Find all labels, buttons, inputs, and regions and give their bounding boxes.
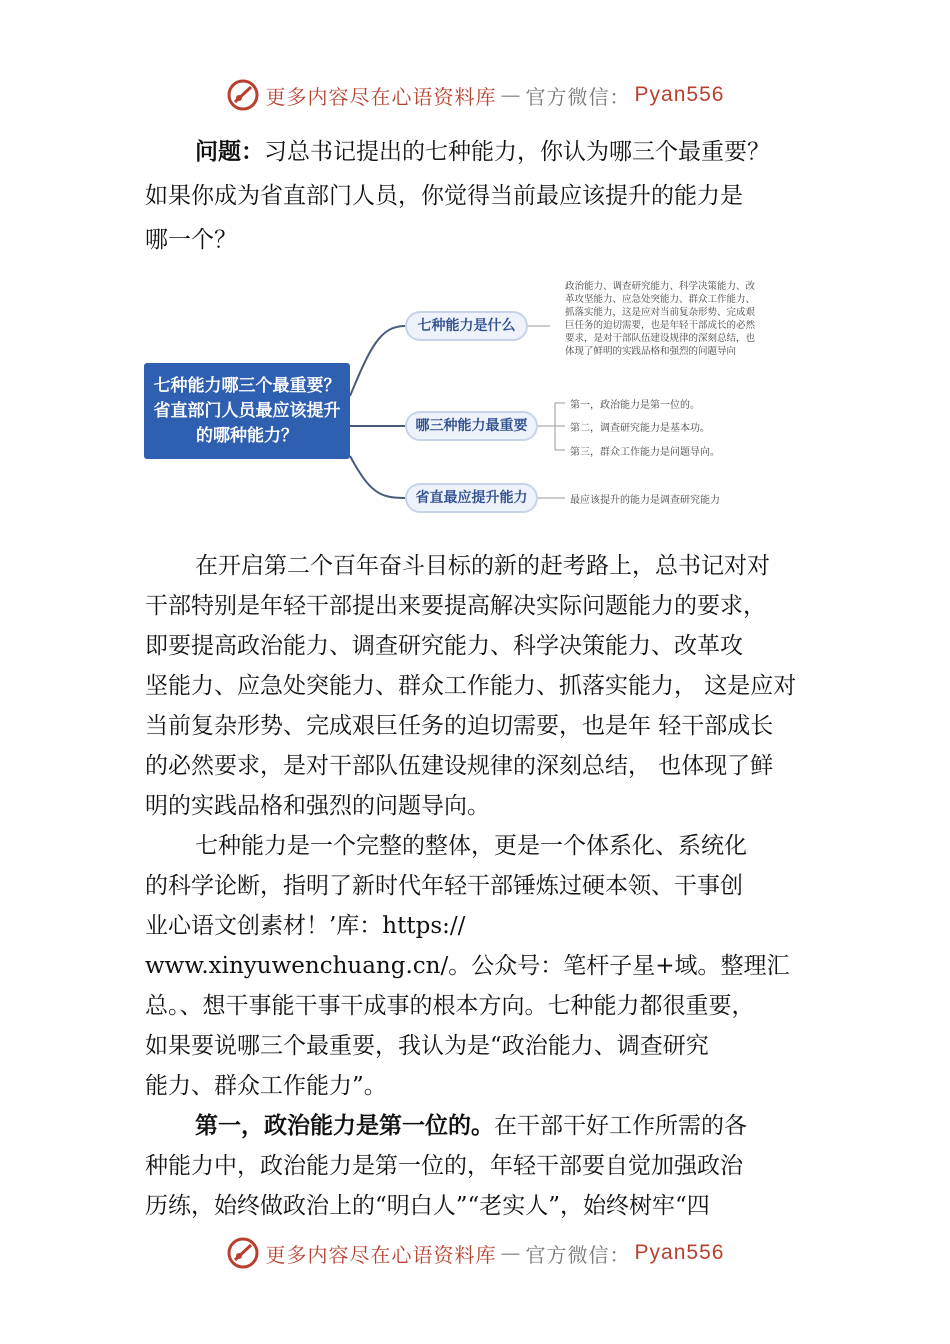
branch3-note: 最应该提升的能力是调查研究能力 bbox=[570, 495, 720, 506]
p2-line-7: 能力、群众工作能力”。 bbox=[145, 1073, 387, 1099]
mind-map-root: 七种能力哪三个最重要？省直部门人员最应该提升的哪种能力？ bbox=[144, 363, 350, 459]
question-line-1: 问题：习总书记提出的七种能力，你认为哪三个最重要？ bbox=[195, 139, 770, 165]
p1-line-5: 当前复杂形势、完成艰巨任务的迫切需要，也是年 轻干部成长 bbox=[145, 713, 774, 739]
banner-wechat-id: Pyan556 bbox=[634, 83, 725, 106]
branch-seven-abilities: 七种能力是什么 bbox=[405, 311, 528, 341]
p1-line-7: 明的实践品格和强烈的问题导向。 bbox=[145, 793, 490, 819]
branch2-item-3: 第三，群众工作能力是问题导向。 bbox=[570, 447, 720, 458]
logo-icon bbox=[226, 78, 260, 112]
p2-line-2: 的科学论断，指明了新时代年轻干部锤炼过硬本领、干事创 bbox=[145, 873, 743, 899]
banner-wechat-id: Pyan556 bbox=[634, 1241, 725, 1264]
p2-line-1: 七种能力是一个完整的整体，更是一个体系化、系统化 bbox=[195, 833, 747, 859]
banner-text: 更多内容尽在心语资料库 bbox=[265, 84, 497, 109]
p2-line-3: 业心语文创素材！’库：https:// bbox=[145, 913, 466, 939]
p2-line-6: 如果要说哪三个最重要，我认为是“政治能力、调查研究 bbox=[145, 1033, 709, 1059]
p1-line-4: 坚能力、应急处突能力、群众工作能力、抓落实能力， 这是应对 bbox=[145, 673, 797, 699]
branch1-note: 政治能力、调查研究能力、科学决策能力、改 革攻坚能力、应急处突能力、群众工作能力、 抓落实能力，这是应对当前复杂形势、完成艰 巨任务的迫切需要，也是年轻干部成长的必然 要求，是对干部队伍建设规律的深刻总结，也 体现了鲜明的实践品格和强烈的问题导向 bbox=[565, 281, 756, 357]
p2-line-5: 总。、想干事能干事干成事的根本方向。七种能力都很重要， bbox=[145, 993, 755, 1019]
p1-line-6: 的必然要求，是对干部队伍建设规律的深刻总结， 也体现了鲜 bbox=[145, 753, 774, 779]
p1-line-3: 即要提高政治能力、调查研究能力、科学决策能力、改革攻 bbox=[145, 633, 743, 659]
p3-line-3: 历练，始终做政治上的“明白人”“老实人”，始终树牢“四 bbox=[145, 1193, 710, 1219]
p3-lead: 第一，政治能力是第一位的。 bbox=[195, 1113, 494, 1139]
question-line-2: 如果你成为省直部门人员，你觉得当前最应该提升的能力是 bbox=[145, 183, 743, 209]
question-label: 问题： bbox=[195, 139, 264, 165]
p1-line-2: 干部特别是年轻干部提出来要提高解决实际问题能力的要求， bbox=[145, 593, 766, 619]
banner-separator: — bbox=[500, 83, 522, 107]
p1-line-1: 在开启第二个百年奋斗目标的新的赶考路上，总书记对对 bbox=[195, 553, 770, 579]
banner-separator: — bbox=[500, 1241, 522, 1265]
p3-line-1: 第一，政治能力是第一位的。在干部干好工作所需的各 bbox=[195, 1113, 747, 1139]
banner-text: 更多内容尽在心语资料库 bbox=[265, 1242, 497, 1267]
branch2-item-1: 第一，政治能力是第一位的。 bbox=[570, 400, 700, 411]
branch-provincial: 省直最应提升能力 bbox=[405, 483, 538, 513]
p3-line-2: 种能力中，政治能力是第一位的，年轻干部要自觉加强政治 bbox=[145, 1153, 743, 1179]
branch-top-three: 哪三种能力最重要 bbox=[405, 411, 538, 441]
branch2-item-2: 第二，调查研究能力是基本功。 bbox=[570, 423, 710, 434]
p2-line-4: www.xinyuwenchuang.cn/。公众号：笔杆子星+域。整理汇 bbox=[145, 953, 790, 979]
logo-icon bbox=[226, 1236, 260, 1270]
watermark-banner-top bbox=[0, 70, 950, 120]
watermark-banner-bottom bbox=[0, 1228, 950, 1278]
question-line-3: 哪一个？ bbox=[145, 227, 237, 253]
banner-wechat-label: 官方微信： bbox=[525, 84, 631, 109]
mind-map bbox=[140, 278, 840, 523]
banner-wechat-label: 官方微信： bbox=[525, 1242, 631, 1267]
